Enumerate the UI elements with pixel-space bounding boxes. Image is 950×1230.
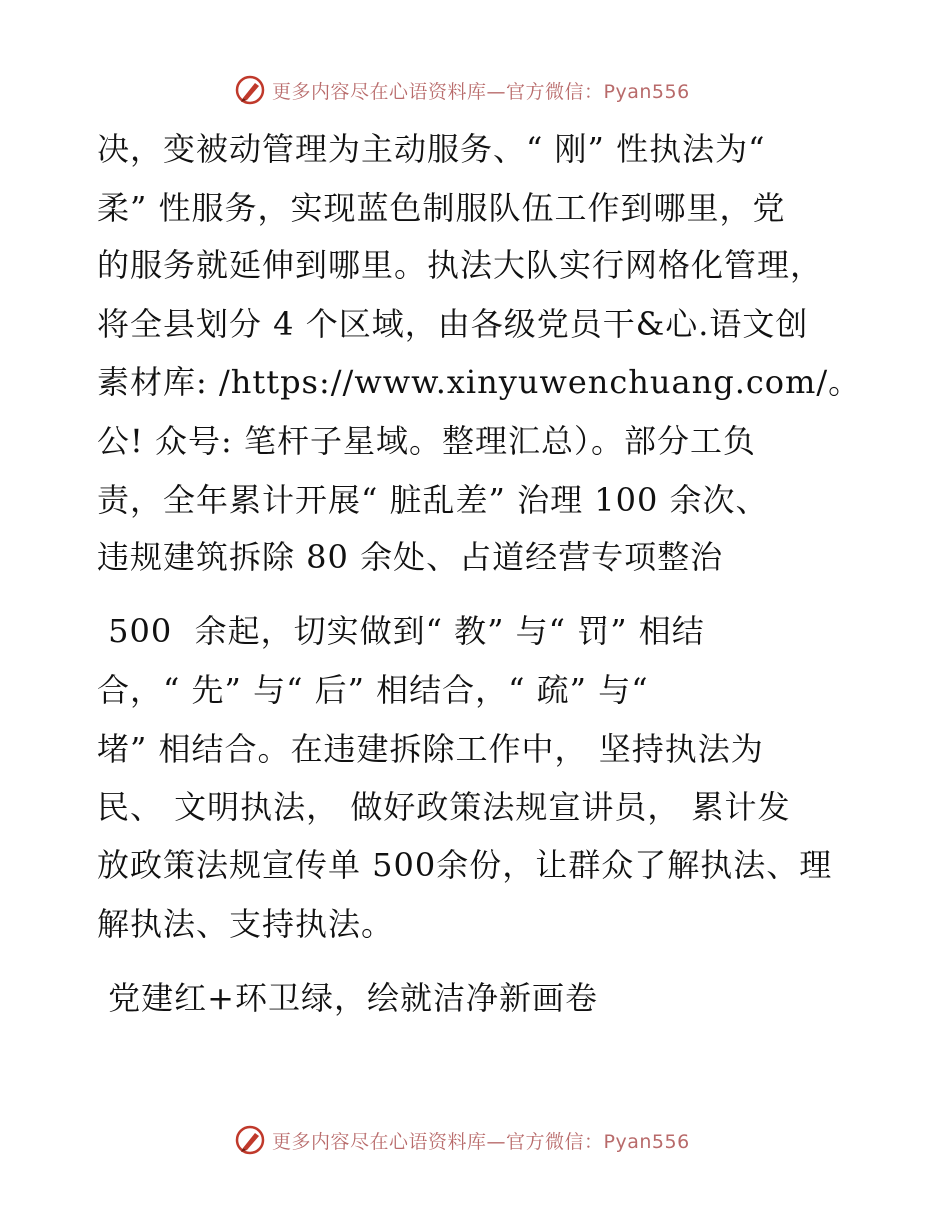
body-line: 公! 众号: 笔杆子星域。整理汇总）。部分工负 <box>97 422 756 460</box>
body-line: 将全县划分 4 个区域，由各级党员干&心.语文创 <box>97 305 809 343</box>
section-heading: 党建红+环卫绿，绘就洁净新画卷 <box>97 979 598 1017</box>
body-line: 解执法、支持执法。 <box>97 905 395 943</box>
body-line: 500 余起，切实做到“ 教” 与“ 罚” 相结 <box>97 612 705 650</box>
footer-banner <box>234 1123 690 1157</box>
header-banner-text: 更多内容尽在心语资料库—官方微信：Pyan556 <box>272 80 690 103</box>
body-line: 柔” 性服务，实现蓝色制服队伍工作到哪里，党 <box>97 189 786 227</box>
body-line: 责，全年累计开展“ 脏乱差” 治理 100 余次、 <box>97 481 769 519</box>
body-line: 合，“ 先” 与“ 后” 相结合，“ 疏” 与“ <box>97 671 649 709</box>
pen-logo-icon <box>234 1124 266 1156</box>
pen-logo-icon <box>234 74 266 106</box>
footer-banner-text: 更多内容尽在心语资料库—官方微信：Pyan556 <box>272 1130 690 1153</box>
body-line: 素材库: /https://www.xinyuwenchuang.com/。 <box>97 363 862 401</box>
body-line: 堵” 相结合。在违建拆除工作中， 坚持执法为 <box>97 730 764 768</box>
header-banner <box>234 73 690 107</box>
body-line: 决，变被动管理为主动服务、“ 刚” 性执法为“ <box>97 130 766 168</box>
body-line: 民、 文明执法， 做好政策法规宣讲员， 累计发 <box>97 788 791 826</box>
body-line: 的服务就延伸到哪里。执法大队实行网格化管理， <box>97 246 824 284</box>
body-line: 放政策法规宣传单 500余份，让群众了解执法、理 <box>97 846 833 884</box>
body-line: 违规建筑拆除 80 余处、占道经营专项整治 <box>97 538 724 576</box>
